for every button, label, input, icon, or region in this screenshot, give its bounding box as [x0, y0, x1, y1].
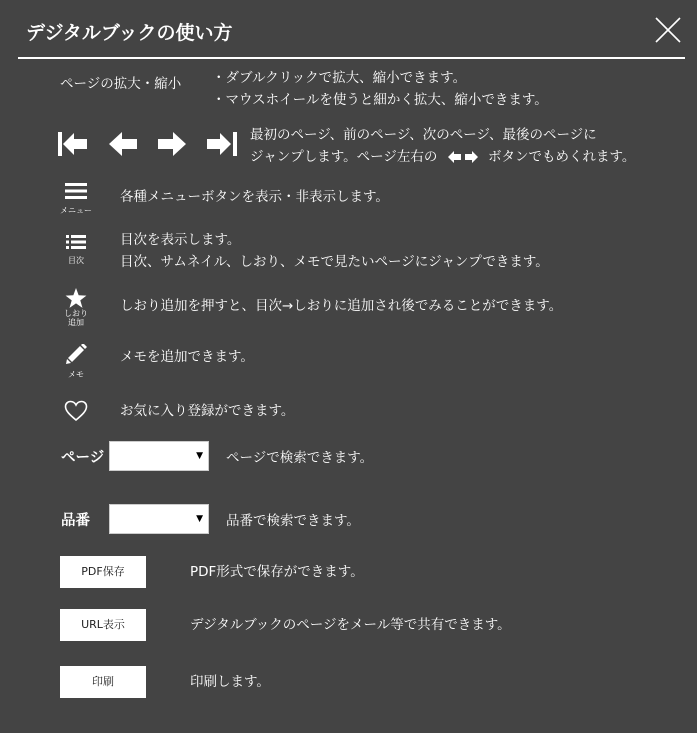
page-title: デジタルブックの使い方	[26, 22, 233, 44]
toc-desc-line1: 目次を表示します。	[120, 232, 241, 248]
print-desc: 印刷します。	[190, 674, 270, 690]
nav-desc-line2	[250, 147, 635, 167]
nav-desc-line2-start: ジャンプします。ページ左右の	[250, 149, 438, 165]
bookmark-add-button[interactable]	[57, 288, 95, 327]
heart-icon	[64, 400, 88, 422]
favorite-button[interactable]	[64, 400, 88, 422]
next-page-icon	[158, 131, 186, 157]
menu-button[interactable]	[57, 183, 95, 216]
zoom-desc-line2: ・マウスホイールを使うと細かく拡大、縮小できます。	[212, 92, 548, 108]
last-page-icon	[207, 131, 237, 157]
menu-caption: メニュー	[60, 206, 92, 215]
page-search-desc: ページで検索できます。	[226, 450, 374, 466]
favorite-desc: お気に入り登録ができます。	[120, 403, 295, 419]
pencil-icon	[65, 344, 87, 364]
zoom-desc-line1: ・ダブルクリックで拡大、縮小できます。	[212, 70, 467, 86]
nav-desc-line2-end: ボタンでもめくれます。	[487, 149, 636, 165]
memo-caption: メモ	[68, 370, 84, 379]
close-icon	[652, 14, 684, 46]
list-icon	[66, 235, 86, 249]
memo-button[interactable]	[57, 344, 95, 380]
header-divider	[18, 57, 685, 59]
bookmark-desc: しおり追加を押すと、目次→しおりに追加され後でみることができます。	[120, 298, 563, 314]
product-search-label: 品番	[61, 513, 90, 529]
page-select[interactable]	[109, 441, 209, 471]
hamburger-menu-icon	[65, 183, 87, 199]
toc-caption: 目次	[68, 256, 84, 265]
star-icon	[65, 288, 87, 309]
page-flip-arrows-icon	[448, 151, 478, 163]
print-button[interactable]: 印刷	[60, 666, 146, 698]
toc-button[interactable]	[57, 235, 95, 266]
toc-desc-line2: 目次、サムネイル、しおり、メモで見たいページにジャンプできます。	[120, 254, 549, 270]
product-select[interactable]	[109, 504, 209, 534]
memo-desc: メモを追加できます。	[120, 349, 254, 365]
url-display-button[interactable]: URL表示	[60, 609, 146, 641]
menu-desc: 各種メニューボタンを表示・非表示します。	[120, 189, 389, 205]
product-search-desc: 品番で検索できます。	[226, 513, 360, 529]
prev-page-icon	[109, 131, 137, 157]
bookmark-caption-line2: 追加	[68, 318, 84, 327]
close-button[interactable]	[652, 14, 684, 46]
first-page-icon	[58, 131, 88, 157]
dropdown-arrow-icon: ▼	[196, 514, 203, 524]
zoom-label: ページの拡大・縮小	[60, 76, 182, 92]
nav-desc-line1: 最初のページ、前のページ、次のページ、最後のページに	[250, 127, 597, 143]
pdf-desc: PDF形式で保存ができます。	[190, 564, 364, 580]
last-page-button[interactable]	[207, 131, 237, 157]
pdf-save-button[interactable]: PDF保存	[60, 556, 146, 588]
dropdown-arrow-icon: ▼	[196, 451, 203, 461]
first-page-button[interactable]	[58, 131, 88, 157]
bookmark-caption-line1: しおり	[64, 309, 88, 318]
prev-page-button[interactable]	[109, 131, 137, 157]
next-page-button[interactable]	[158, 131, 186, 157]
url-desc: デジタルブックのページをメール等で共有できます。	[190, 617, 511, 633]
page-search-label: ページ	[61, 450, 105, 466]
